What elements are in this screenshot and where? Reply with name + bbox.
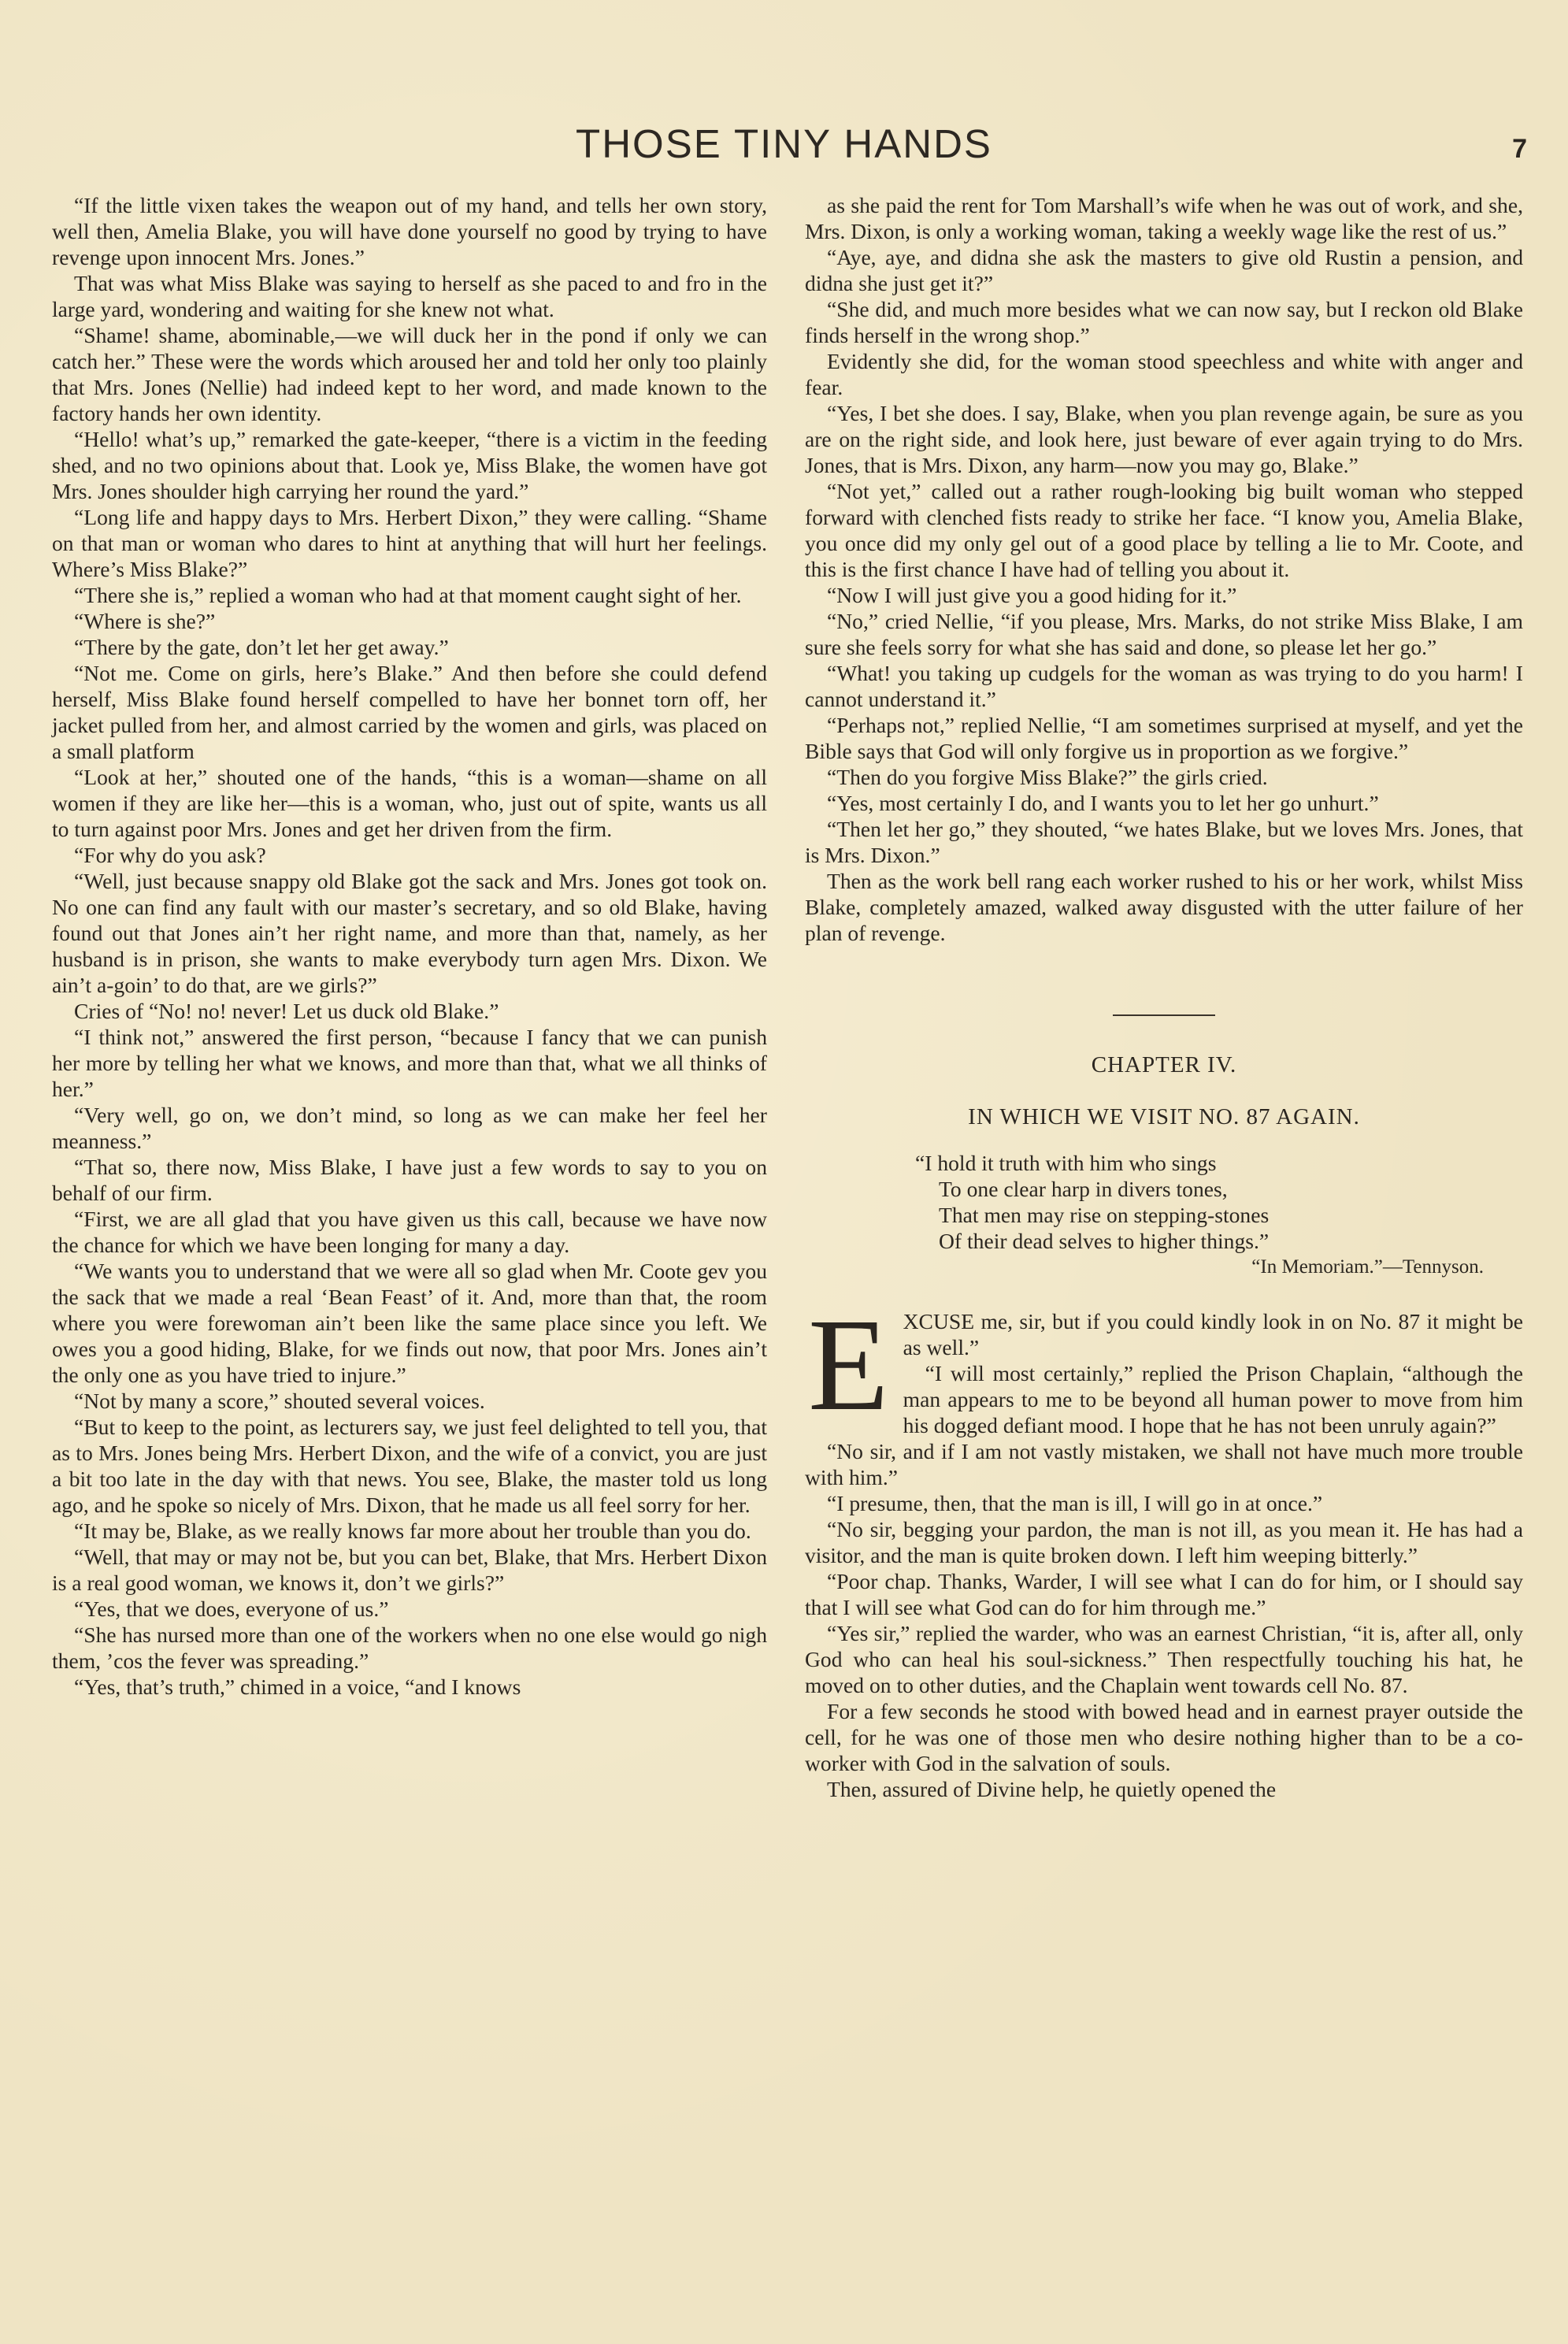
page-number: 7: [1512, 134, 1527, 164]
paragraph: “Look at her,” shouted one of the hands, “this is a woman—shame on all women if they are like her—this is a woman, who, just out of spite, wants us all to turn against poor Mrs. Jones and get her driven from the firm.: [52, 765, 767, 841]
chapter-number: CHAPTER IV.: [1091, 1052, 1237, 1077]
drop-cap: E: [808, 1292, 889, 1438]
paragraph: “Not me. Come on girls, here’s Blake.” And then before she could defend herself, Miss Blake found herself compelled to have her bonnet torn off, her jacket pulled from her, and almost carried by the women and girls, was placed on a small platform: [52, 661, 767, 763]
paragraph: “Yes, that’s truth,” chimed in a voice, “and I knows: [74, 1675, 521, 1699]
epigraph-line: Of their dead selves to higher things.”: [939, 1229, 1270, 1253]
paragraph: Then as the work bell rang each worker rushed to his or her work, whilst Miss Blake, completely amazed, walked away disgusted with the utter failure of her plan of revenge.: [805, 869, 1523, 945]
epigraph-line: To one clear harp in divers tones,: [939, 1177, 1228, 1201]
paragraph: “I presume, then, that the man is ill, I will go in at once.”: [827, 1491, 1323, 1515]
paragraph: “Shame! shame, abominable,—we will duck her in the pond if only we can catch her.” These were the words which aroused her and told her only too plainly that Mrs. Jones (Nellie) had indeed kept to her word, and made known to the factory hands her own identity.: [52, 323, 767, 425]
paragraph: “Yes, that we does, everyone of us.”: [74, 1597, 389, 1621]
epigraph: [915, 1150, 1523, 1254]
paragraph: “No sir, and if I am not vastly mistaken, we shall not have much more trouble with him.”: [805, 1439, 1523, 1489]
paragraph: “Yes sir,” replied the warder, who was an earnest Christian, “it is, after all, only God who can heal his soul-sickness.” Then respectfully touching his hat, he moved on to other duties, and the Chaplain went towards cell No. 87.: [805, 1621, 1523, 1697]
paragraph: “Perhaps not,” replied Nellie, “I am sometimes surprised at myself, and yet the Bible says that God will only forgive us in proportion as we forgive.”: [805, 713, 1523, 763]
paragraph: “She did, and much more besides what we can now say, but I reckon old Blake finds herself in the wrong shop.”: [805, 297, 1523, 347]
epigraph-line: That men may rise on stepping-stones: [939, 1203, 1270, 1227]
paragraph: “I will most certainly,” replied the Prison Chaplain, “although the man appears to me to be beyond all human power to move from him his dogged defiant mood. I hope that he has not been unruly again?”: [903, 1361, 1523, 1437]
paragraph: That was what Miss Blake was saying to herself as she paced to and fro in the large yard, wondering and waiting for she knew not what.: [52, 271, 767, 321]
paragraph: “It may be, Blake, as we really knows far more about her trouble than you do.: [74, 1519, 751, 1543]
paragraph: “Well, that may or may not be, but you can bet, Blake, that Mrs. Herbert Dixon is a real good woman, we knows it, don’t we girls?”: [52, 1545, 767, 1595]
paragraph: “We wants you to understand that we were all so glad when Mr. Coote gev you the sack that we made a real ‘Bean Feast’ of it. And, more than that, the room where you were forewoman ain’t been like the same place since you left. We owes you a good hiding, Blake, for we finds out now, that poor Mrs. Jones ain’t the only one as you have tried to injure.”: [52, 1259, 767, 1387]
paragraph: “Now I will just give you a good hiding for it.”: [827, 583, 1237, 607]
left-column: [52, 192, 767, 1700]
paragraph: XCUSE me, sir, but if you could kindly look in on No. 87 it might be as well.”: [903, 1309, 1523, 1359]
paragraph: “She has nursed more than one of the workers when no one else would go nigh them, ’cos the fever was spreading.”: [52, 1623, 767, 1673]
paragraph: “Not by many a score,” shouted several voices.: [74, 1389, 485, 1413]
paragraph: as she paid the rent for Tom Marshall’s wife when he was out of work, and she, Mrs. Dixon, is only a working woman, taking a weekly wage like the rest of us.”: [805, 193, 1523, 243]
paragraph: “No sir, begging your pardon, the man is not ill, as you mean it. He has had a visitor, and the man is quite broken down. I left him weeping bitterly.”: [805, 1517, 1523, 1567]
paragraph: “There she is,” replied a woman who had at that moment caught sight of her.: [74, 583, 742, 607]
paragraph: “Poor chap. Thanks, Warder, I will see what I can do for him, or I should say that I will see what God can do for him through me.”: [805, 1569, 1523, 1619]
right-column: [805, 192, 1523, 1802]
paragraph: “Long life and happy days to Mrs. Herbert Dixon,” they were calling. “Shame on that man or woman who dares to hint at anything that will hurt her feelings. Where’s Miss Blake?”: [52, 505, 767, 581]
page-header: [0, 117, 1568, 172]
chapter-title: IN WHICH WE VISIT NO. 87 AGAIN.: [968, 1104, 1360, 1129]
paragraph: “There by the gate, don’t let her get away.”: [74, 635, 449, 659]
running-title: THOSE TINY HANDS: [576, 121, 992, 166]
paragraph: “Well, just because snappy old Blake got the sack and Mrs. Jones got took on. No one can find any fault with our master’s secretary, and so old Blake, having found out that Jones ain’t her right name, and more than that, namely, as her husband is in prison, she wants to make everybody turn agen Mrs. Dixon. We ain’t a-goin’ to do that, are we girls?”: [52, 869, 767, 997]
paragraph: “First, we are all glad that you have given us this call, because we have now the chance for which we have been longing for many a day.: [52, 1207, 767, 1257]
section-divider: [1113, 1014, 1215, 1016]
paragraph: “I think not,” answered the first person, “because I fancy that we can punish her more by telling her what we knows, and more than that, what we all thinks of her.”: [52, 1025, 767, 1101]
paragraph: “That so, there now, Miss Blake, I have just a few words to say to you on behalf of our firm.: [52, 1155, 767, 1205]
epigraph-attribution: “In Memoriam.”—Tennyson.: [1251, 1256, 1484, 1278]
paragraph: “Yes, most certainly I do, and I wants you to let her go unhurt.”: [827, 791, 1379, 815]
paragraph: “Aye, aye, and didna she ask the masters to give old Rustin a pension, and didna she just get it?”: [805, 245, 1523, 295]
paragraph: “No,” cried Nellie, “if you please, Mrs. Marks, do not strike Miss Blake, I am sure she feels sorry for what she has said and done, so please let her go.”: [805, 609, 1523, 659]
paragraph: For a few seconds he stood with bowed head and in earnest prayer outside the cell, for he was one of those men who desire nothing higher than to be a co-worker with God in the salvation of souls.: [805, 1699, 1523, 1775]
paragraph: Cries of “No! no! never! Let us duck old Blake.”: [74, 999, 499, 1023]
paragraph: “Yes, I bet she does. I say, Blake, when you plan revenge again, be sure as you are on the right side, and look here, just beware of ever again trying to do Mrs. Jones, that is Mrs. Dixon, any harm—now you may go, Blake.”: [805, 401, 1523, 477]
paragraph: “Then do you forgive Miss Blake?” the girls cried.: [827, 765, 1268, 789]
paragraph: “If the little vixen takes the weapon out of my hand, and tells her own story, well then, Amelia Blake, you will have done yourself no good by trying to have revenge upon innocent Mrs. Jones.”: [52, 193, 767, 269]
paragraph: “Then let her go,” they shouted, “we hates Blake, but we loves Mrs. Jones, that is Mrs. Dixon.”: [805, 817, 1523, 867]
epigraph-line: “I hold it truth with him who sings: [915, 1151, 1217, 1175]
paragraph: “For why do you ask?: [74, 843, 266, 867]
paragraph: “Hello! what’s up,” remarked the gate-keeper, “there is a victim in the feeding shed, and no two opinions about that. Look ye, Miss Blake, the women have got Mrs. Jones shoulder high carrying her round the yard.”: [52, 427, 767, 503]
paragraph: Then, assured of Divine help, he quietly opened the: [827, 1777, 1277, 1801]
chapter-body: [805, 1292, 1523, 1802]
paragraph: “Where is she?”: [74, 609, 216, 633]
paragraph: “Not yet,” called out a rather rough-looking big built woman who stepped forward with clenched fists ready to strike her face. “I know you, Amelia Blake, you once did my only gel out of a good place by telling a lie to Mr. Coote, and this is the first chance I have had of telling you about it.: [805, 479, 1523, 581]
paragraph: “Very well, go on, we don’t mind, so long as we can make her feel her meanness.”: [52, 1103, 767, 1153]
paragraph: “But to keep to the point, as lecturers say, we just feel delighted to tell you, that as to Mrs. Jones being Mrs. Herbert Dixon, and the wife of a convict, you are just a bit too late in the day with that news. You see, Blake, the master told us long ago, and he spoke so nicely of Mrs. Dixon, that he made us all feel sorry for her.: [52, 1415, 767, 1517]
paragraph: “What! you taking up cudgels for the woman as was trying to do you harm! I cannot understand it.”: [805, 661, 1523, 711]
paragraph: Evidently she did, for the woman stood speechless and white with anger and fear.: [805, 349, 1523, 399]
